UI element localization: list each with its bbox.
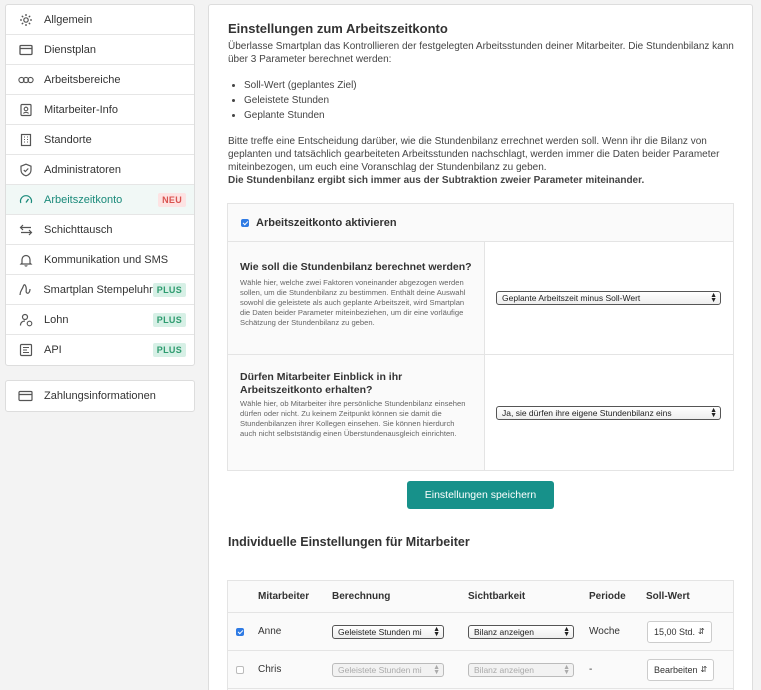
calculation-cell xyxy=(332,613,444,650)
sidebar-item-label: Dienstplan xyxy=(44,43,96,56)
sidebar-item-label: Allgemein xyxy=(44,13,93,26)
credit-card-icon xyxy=(17,388,34,405)
row-checkbox[interactable] xyxy=(236,666,244,674)
sidebar-item-allgemein[interactable] xyxy=(6,5,194,35)
calendar-icon xyxy=(17,41,34,58)
list-item: • Geplante Stunden xyxy=(244,108,735,123)
target-cell xyxy=(647,613,712,650)
sidebar-item-standorte[interactable] xyxy=(6,125,194,155)
calculation-select[interactable] xyxy=(496,291,721,305)
target-value-button[interactable] xyxy=(647,621,712,643)
settings-nav xyxy=(5,4,195,366)
table-row xyxy=(228,651,733,689)
period-value: - xyxy=(589,664,593,675)
question-title: Wie soll die Stundenbilanz berechnet werden? xyxy=(240,261,472,273)
col-soll-wert: Soll-Wert xyxy=(646,591,690,602)
bell-icon xyxy=(17,251,34,268)
row-calculation-select[interactable] xyxy=(332,663,444,677)
intro-section xyxy=(228,21,735,187)
visibility-question xyxy=(228,355,485,470)
id-card-icon xyxy=(17,101,34,118)
explain-text: Bitte treffe eine Entscheidung darüber, wie die Stundenbilanz errechnet werden soll. Wenn ihr die Bilanz von geplanten und tatsächlich gearbeiteten Arbeitsstunden nachschlagt, werden immer die Daten beider Parameter miteinbezogen, um euch eine Voranschlag der Stundenbilanz zu geben. xyxy=(228,136,720,173)
plus-badge: PLUS xyxy=(153,283,186,297)
list-item: • Geleistete Stunden xyxy=(244,93,735,108)
select-arrows-icon: ▲ ▼ xyxy=(710,406,717,419)
sidebar-item-dienstplan[interactable] xyxy=(6,35,194,65)
target-cell xyxy=(647,651,714,688)
sliders-icon: ⇵ xyxy=(700,665,708,674)
visibility-cell xyxy=(468,613,574,650)
sidebar-item-label: Smartplan Stempeluhr xyxy=(43,283,153,296)
settings-card xyxy=(227,203,734,471)
new-badge: NEU xyxy=(158,193,186,207)
api-icon xyxy=(17,342,34,359)
sidebar-item-arbeitszeitkonto[interactable] xyxy=(6,185,194,215)
shield-icon xyxy=(17,161,34,178)
user-money-icon xyxy=(17,311,34,328)
edit-label: Bearbeiten xyxy=(654,664,698,675)
row-checkbox[interactable] xyxy=(236,628,244,636)
sidebar-item-administratoren[interactable] xyxy=(6,155,194,185)
calculation-answer xyxy=(485,242,733,354)
row-checkbox-cell xyxy=(236,651,251,688)
select-arrows-icon: ▲ ▼ xyxy=(563,663,570,676)
question-desc: Wähle hier, ob Mitarbeiter ihre persönliche Stundenbilanz einsehen dürfen oder nicht. Zu keinem Zeitpunkt können sie damit die Stundenbilanzen ihrer Kollegen einsehen. Sie können hierdurch auch nicht selbstständig einen Überstundenausgleich einrichten. xyxy=(240,399,466,438)
sidebar-item-label: Arbeitszeitkonto xyxy=(44,193,123,206)
note-text: Die Stundenbilanz ergibt sich immer aus der Subtraktion zweier Parameter miteinander. xyxy=(228,175,645,186)
row-visibility-value: Bilanz anzeigen xyxy=(474,626,535,637)
gauge-icon xyxy=(17,191,34,208)
visibility-cell xyxy=(468,651,574,688)
sidebar-item-label: Arbeitsbereiche xyxy=(44,73,121,86)
individual-settings-title: Individuelle Einstellungen für Mitarbeiter xyxy=(228,535,470,549)
sliders-icon: ⇵ xyxy=(698,627,705,636)
select-arrows-icon: ▲ ▼ xyxy=(433,625,440,638)
calculation-row xyxy=(228,242,733,355)
visibility-answer xyxy=(485,355,733,470)
swap-icon xyxy=(17,221,34,238)
period-value: Woche xyxy=(589,626,620,637)
plus-badge: PLUS xyxy=(153,343,186,357)
sidebar-item-lohn[interactable] xyxy=(6,305,194,335)
select-arrows-icon: ▲ ▼ xyxy=(563,625,570,638)
col-berechnung: Berechnung xyxy=(332,591,391,602)
gear-icon xyxy=(17,11,34,28)
col-sichtbarkeit: Sichtbarkeit xyxy=(468,591,526,602)
parameter-list xyxy=(244,78,735,123)
table-row xyxy=(228,613,733,651)
building-icon xyxy=(17,131,34,148)
row-visibility-select[interactable] xyxy=(468,663,574,677)
activate-label: Arbeitszeitkonto aktivieren xyxy=(256,216,397,229)
select-arrows-icon: ▲ ▼ xyxy=(433,663,440,676)
sidebar-item-mitarbeiter-info[interactable] xyxy=(6,95,194,125)
sidebar-item-kommunikation[interactable] xyxy=(6,245,194,275)
sidebar-item-label: API xyxy=(44,344,62,356)
employee-table xyxy=(227,580,734,690)
target-value: 15,00 Std. xyxy=(654,626,696,637)
calculation-cell xyxy=(332,651,444,688)
sidebar-item-label: Lohn xyxy=(44,313,69,326)
sidebar-item-label: Standorte xyxy=(44,133,92,146)
sidebar-item-label: Mitarbeiter-Info xyxy=(44,103,118,116)
activate-checkbox[interactable] xyxy=(241,219,249,227)
circles-icon xyxy=(17,71,34,88)
intro-text: Überlasse Smartplan das Kontrollieren der festgelegten Arbeitsstunden deiner Mitarbeiter. Die Stundenbilanz kann über 3 Parameter berechnet werden: xyxy=(228,41,734,65)
plus-badge: PLUS xyxy=(153,313,186,327)
calculation-question xyxy=(228,242,485,354)
sidebar-item-label: Schichttausch xyxy=(44,223,113,236)
sidebar-item-label: Zahlungsinformationen xyxy=(44,390,156,402)
sidebar-item-api[interactable] xyxy=(6,335,194,365)
col-periode: Periode xyxy=(589,591,626,602)
list-item: • Soll-Wert (geplantes Ziel) xyxy=(244,78,735,93)
page-title: Einstellungen zum Arbeitszeitkonto xyxy=(228,21,448,36)
row-visibility-select[interactable] xyxy=(468,625,574,639)
visibility-select-value: Ja, sie dürfen ihre eigene Stundenbilanz eins xyxy=(502,407,672,418)
main-panel xyxy=(208,4,753,690)
sidebar-item-zahlungsinformationen[interactable] xyxy=(6,381,194,411)
sidebar-item-label: Kommunikation und SMS xyxy=(44,253,169,266)
visibility-row xyxy=(228,355,733,470)
visibility-select[interactable] xyxy=(496,406,721,420)
activate-row xyxy=(228,204,733,242)
employee-name: Chris xyxy=(258,664,282,675)
question-desc: Wähle hier, welche zwei Faktoren voneinander abgezogen werden sollen, um die Stundenbilanz zu bestimmen. Enthält deine Auswahl sowohl die geleistete als auch geplante Arbeitszeit, wird Smartplan die Daten beider Parameter miteinbeziehen, um dir eine vorläufige Schätzung der Stundenbilanz zu geben. xyxy=(240,278,466,327)
row-calculation-select[interactable] xyxy=(332,625,444,639)
question-title: Dürfen Mitarbeiter Einblick in ihr Arbeitszeitkonto erhalten? xyxy=(240,371,403,396)
stamp-icon xyxy=(17,281,33,298)
billing-nav xyxy=(5,380,195,412)
sidebar-item-arbeitsbereiche[interactable] xyxy=(6,65,194,95)
row-calculation-value: Geleistete Stunden mi xyxy=(338,626,422,637)
table-header xyxy=(228,581,733,613)
row-checkbox-cell xyxy=(236,613,251,650)
sidebar-item-stempeluhr[interactable] xyxy=(6,275,194,305)
sidebar-item-label: Administratoren xyxy=(44,163,122,176)
employee-name: Anne xyxy=(258,626,282,637)
edit-button[interactable] xyxy=(647,659,714,681)
select-arrows-icon: ▲ ▼ xyxy=(710,292,717,304)
col-mitarbeiter: Mitarbeiter xyxy=(258,591,310,602)
row-visibility-value: Bilanz anzeigen xyxy=(474,664,535,675)
calculation-select-value: Geplante Arbeitszeit minus Soll-Wert xyxy=(502,293,641,303)
row-calculation-value: Geleistete Stunden mi xyxy=(338,664,422,675)
save-settings-button[interactable]: Einstellungen speichern xyxy=(407,481,554,509)
sidebar-item-schichttausch[interactable] xyxy=(6,215,194,245)
